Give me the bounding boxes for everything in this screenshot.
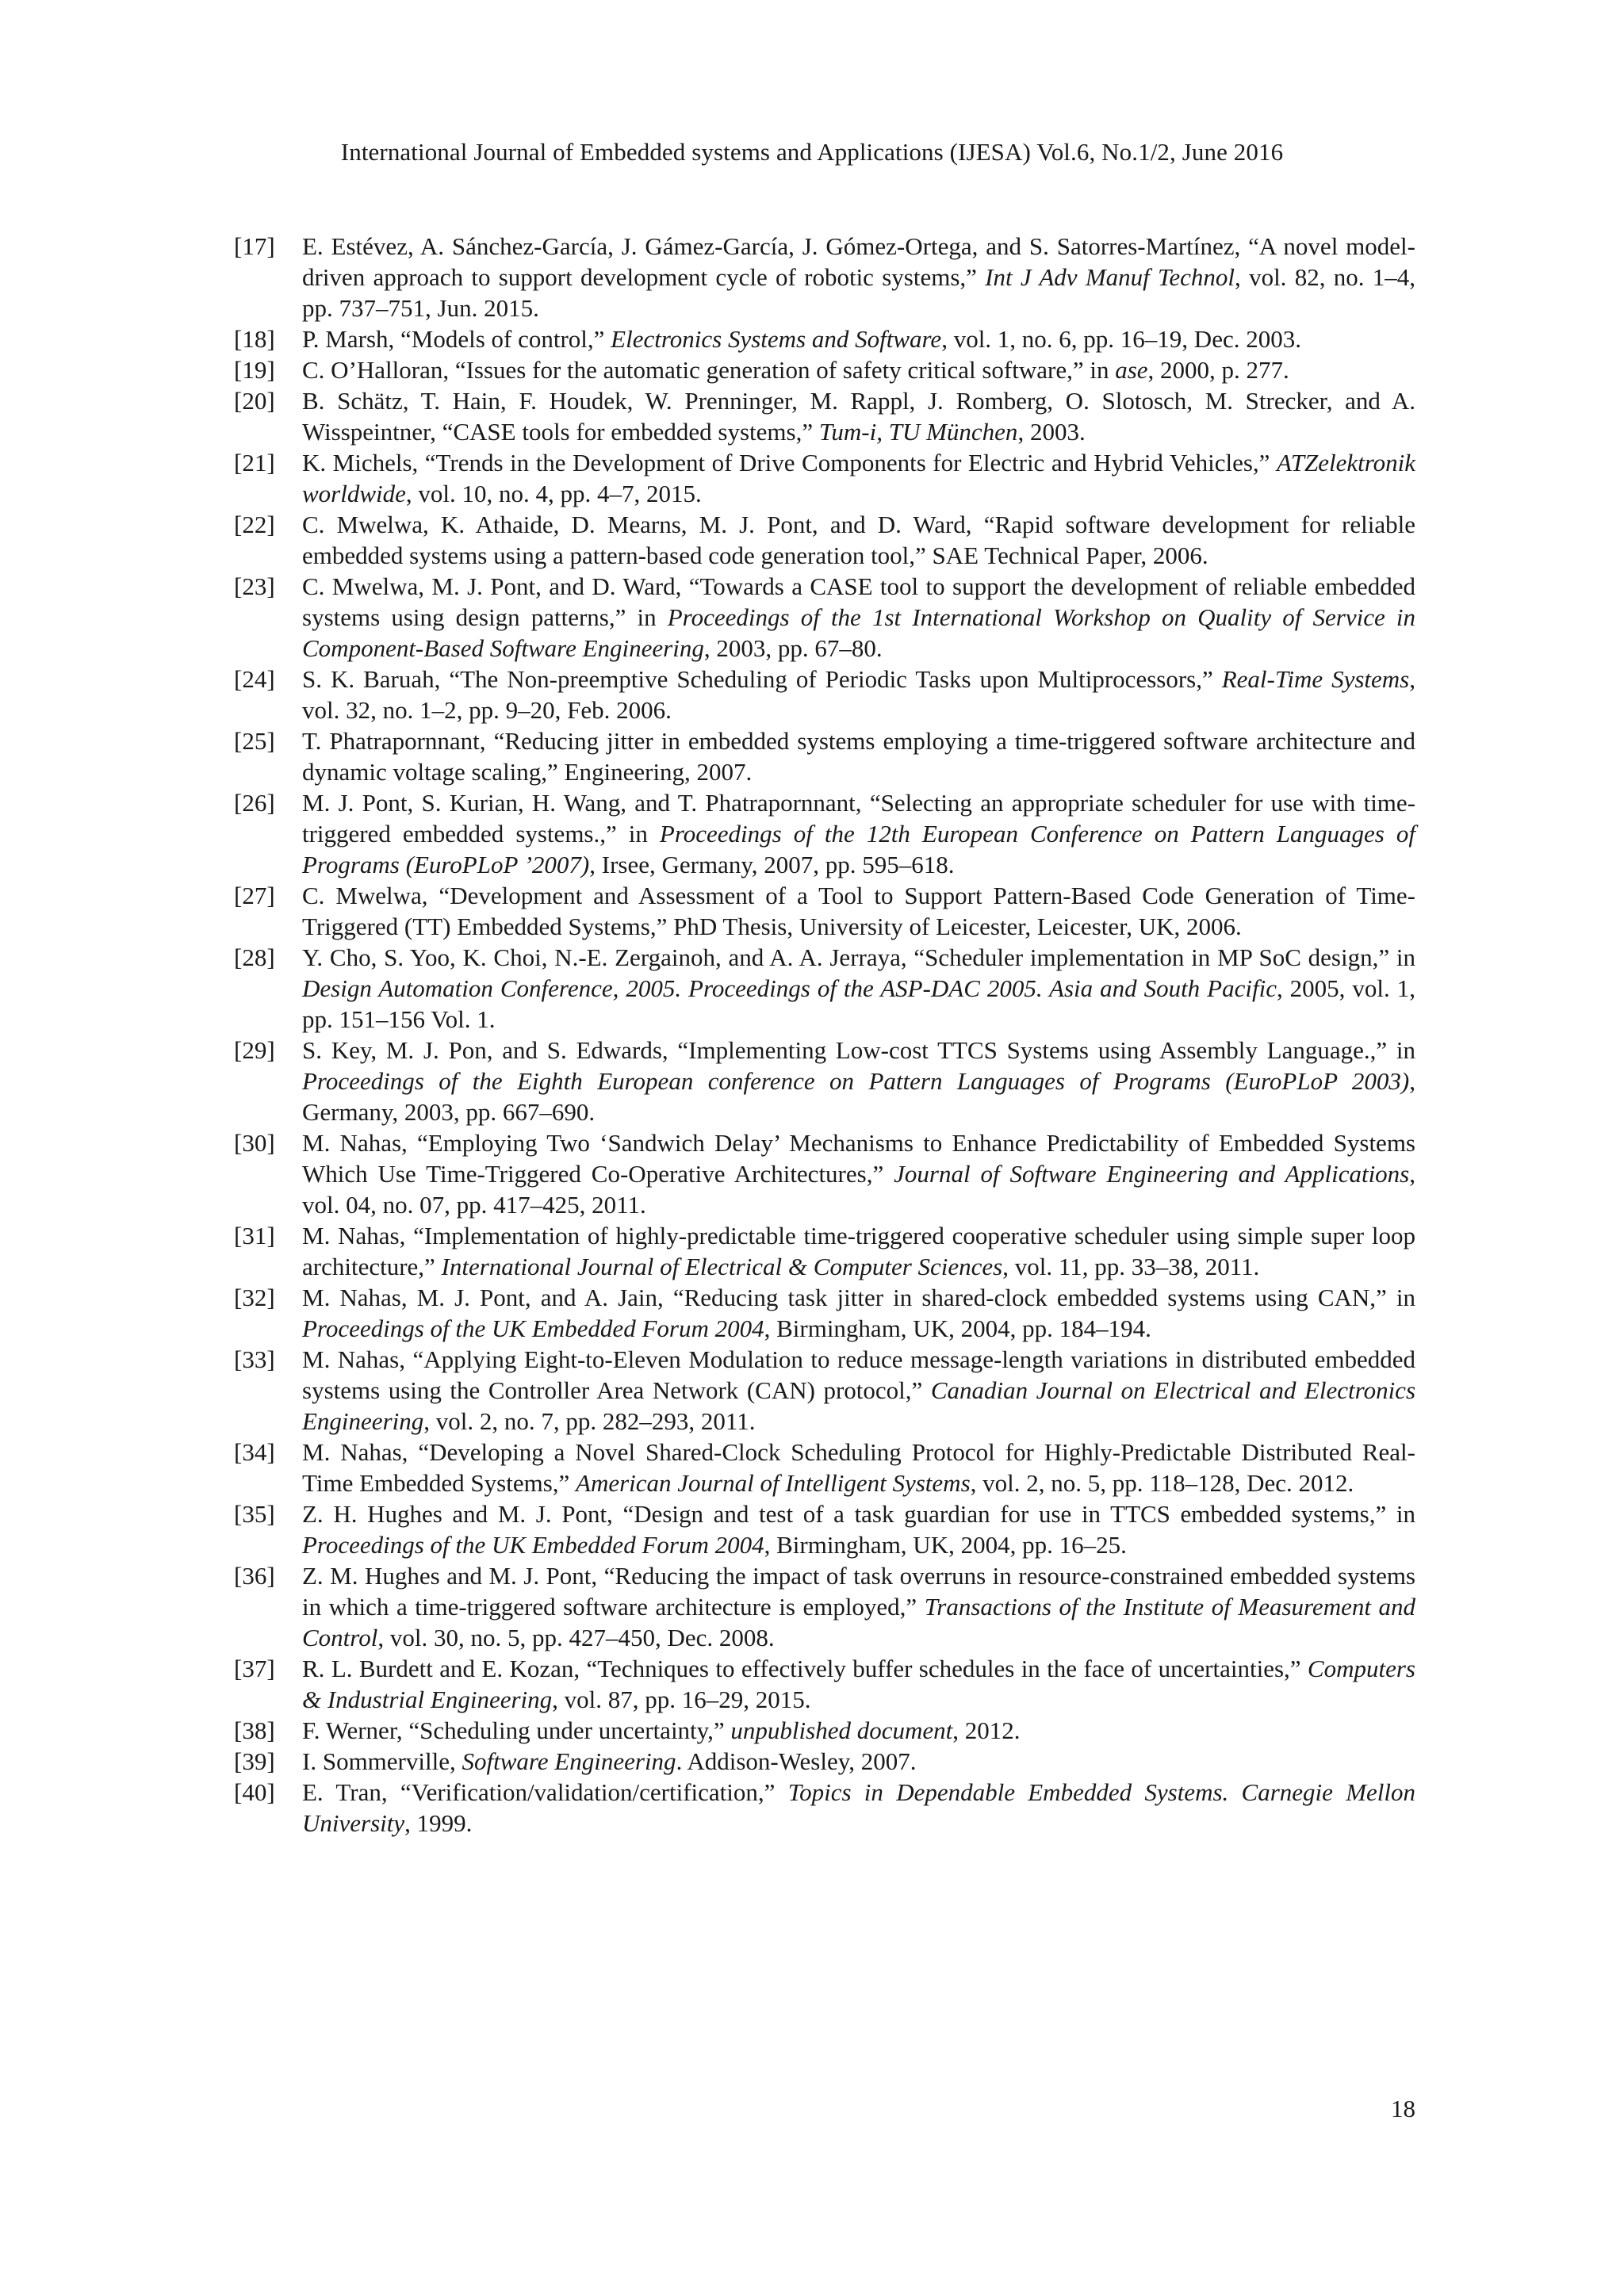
reference-text-segment: , vol. 82, no. 1–4, pp. 737–751, Jun. 2015.: [302, 263, 1415, 322]
reference-number: [36]: [234, 1562, 275, 1590]
reference-item: [234, 571, 1415, 664]
reference-source-italic: Canadian Journal on Electrical and Electronics Engineering: [302, 1376, 1416, 1435]
reference-text-segment: , vol. 32, no. 1–2, pp. 9–20, Feb. 2006.: [302, 665, 1415, 724]
reference-item: [234, 1746, 1415, 1777]
reference-text-segment: R. L. Burdett and E. Kozan, “Techniques to effectively buffer schedules in the face of uncertainties,”: [302, 1655, 1308, 1682]
reference-text-segment: E. Tran, “Verification/validation/certification,”: [302, 1778, 788, 1806]
reference-item: [234, 447, 1415, 509]
reference-item: [234, 1437, 1415, 1498]
reference-text-segment: K. Michels, “Trends in the Development of Drive Components for Electric and Hybrid Vehicles,”: [302, 449, 1277, 476]
reference-text-segment: , vol. 04, no. 07, pp. 417–425, 2011.: [302, 1160, 1415, 1219]
reference-text-segment: , 2012.: [952, 1716, 1021, 1744]
reference-number: [34]: [234, 1438, 275, 1466]
reference-source-italic: ase: [1115, 356, 1148, 384]
reference-number: [28]: [234, 943, 275, 971]
reference-item: [234, 1035, 1415, 1127]
reference-number: [26]: [234, 789, 275, 817]
reference-text-segment: Z. H. Hughes and M. J. Pont, “Design and test of a task guardian for use in TTCS embedded systems,” in: [302, 1500, 1415, 1528]
reference-source-italic: Transactions of the Institute of Measurement and Control: [302, 1593, 1415, 1651]
reference-source-italic: Software Engineering: [462, 1747, 676, 1775]
reference-text-segment: Z. M. Hughes and M. J. Pont, “Reducing the impact of task overruns in resource-constrained embedded systems in which a time-triggered software architecture is employed,”: [302, 1562, 1415, 1621]
reference-text-segment: S. Key, M. J. Pon, and S. Edwards, “Implementing Low-cost TTCS Systems using Assembly Language.,” in: [302, 1036, 1415, 1064]
reference-text-segment: , vol. 87, pp. 16–29, 2015.: [552, 1686, 811, 1713]
reference-number: [39]: [234, 1747, 275, 1775]
reference-item: [234, 725, 1415, 787]
reference-source-italic: Proceedings of the UK Embedded Forum 2004: [302, 1314, 764, 1342]
reference-item: [234, 323, 1415, 354]
reference-text-segment: C. Mwelwa, M. J. Pont, and D. Ward, “Towards a CASE tool to support the development of reliable embedded systems using design patterns,” in: [302, 572, 1415, 631]
reference-list: [234, 231, 1415, 1839]
reference-text-segment: , vol. 10, no. 4, pp. 4–7, 2015.: [405, 480, 702, 507]
reference-source-italic: Tum-i, TU München: [818, 418, 1018, 446]
reference-text-segment: , vol. 30, no. 5, pp. 427–450, Dec. 2008.: [377, 1624, 775, 1651]
reference-number: [30]: [234, 1129, 275, 1157]
reference-text-segment: C. Mwelwa, K. Athaide, D. Mearns, M. J. Pont, and D. Ward, “Rapid software development for reliable embedded systems using a pattern-based code generation tool,” SAE Technical Paper, 2006.: [302, 511, 1415, 569]
reference-number: [27]: [234, 882, 275, 909]
reference-text: [302, 1653, 1415, 1715]
reference-number: [19]: [234, 356, 275, 384]
reference-text: [302, 231, 1415, 323]
reference-text: [302, 1560, 1415, 1653]
reference-text-segment: C. O’Halloran, “Issues for the automatic generation of safety critical software,” in: [302, 356, 1116, 384]
reference-text: [302, 942, 1415, 1035]
reference-text-segment: S. K. Baruah, “The Non-preemptive Scheduling of Periodic Tasks upon Multiprocessors,”: [302, 665, 1222, 693]
reference-text: [302, 725, 1415, 787]
reference-source-italic: Proceedings of the 1st International Workshop on Quality of Service in Component-Based Software Engineering: [302, 603, 1415, 662]
reference-text: [302, 1715, 1415, 1746]
reference-text-segment: , vol. 2, no. 7, pp. 282–293, 2011.: [423, 1407, 756, 1435]
reference-number: [37]: [234, 1655, 275, 1682]
reference-text: [302, 509, 1415, 571]
reference-item: [234, 1653, 1415, 1715]
reference-text-segment: , 2005, vol. 1, pp. 151–156 Vol. 1.: [302, 974, 1415, 1033]
reference-text-segment: , Germany, 2003, pp. 667–690.: [302, 1067, 1415, 1126]
reference-text-segment: , Irsee, Germany, 2007, pp. 595–618.: [589, 851, 955, 878]
reference-text: [302, 1437, 1415, 1498]
reference-text-segment: , vol. 2, no. 5, pp. 118–128, Dec. 2012.: [970, 1469, 1354, 1497]
reference-number: [17]: [234, 232, 275, 260]
reference-source-italic: unpublished document: [730, 1716, 953, 1744]
reference-number: [40]: [234, 1778, 275, 1806]
reference-number: [38]: [234, 1716, 275, 1744]
reference-text: [302, 1035, 1415, 1127]
reference-text-segment: , Birmingham, UK, 2004, pp. 184–194.: [764, 1314, 1151, 1342]
reference-number: [20]: [234, 387, 275, 415]
reference-source-italic: American Journal of Intelligent Systems: [576, 1469, 971, 1497]
reference-number: [32]: [234, 1284, 275, 1311]
reference-item: [234, 1560, 1415, 1653]
reference-text: [302, 664, 1415, 725]
reference-number: [21]: [234, 449, 275, 476]
reference-number: [24]: [234, 665, 275, 693]
reference-source-italic: Computers & Industrial Engineering: [302, 1655, 1415, 1713]
reference-source-italic: Electronics Systems and Software: [611, 325, 942, 353]
reference-text: [302, 323, 1415, 354]
reference-number: [31]: [234, 1222, 275, 1249]
reference-text: [302, 571, 1415, 664]
reference-number: [33]: [234, 1345, 275, 1373]
reference-number: [22]: [234, 511, 275, 538]
reference-text-segment: , vol. 1, no. 6, pp. 16–19, Dec. 2003.: [941, 325, 1301, 353]
reference-text-segment: M. Nahas, “Applying Eight-to-Eleven Modulation to reduce message-length variations in distributed embedded systems using the Controller Area Network (CAN) protocol,”: [302, 1345, 1415, 1404]
reference-text-segment: . Addison-Wesley, 2007.: [676, 1747, 917, 1775]
reference-text: [302, 880, 1415, 942]
reference-text-segment: P. Marsh, “Models of control,”: [302, 325, 611, 353]
reference-source-italic: Journal of Software Engineering and Applications: [894, 1160, 1410, 1188]
running-header: International Journal of Embedded systems and Applications (IJESA) Vol.6, No.1/2, June 2016: [340, 138, 1284, 166]
reference-source-italic: Topics in Dependable Embedded Systems. Carnegie Mellon University: [302, 1778, 1416, 1837]
reference-item: [234, 664, 1415, 725]
reference-item: [234, 354, 1415, 385]
reference-text-segment: , 2003, pp. 67–80.: [703, 634, 883, 662]
reference-text-segment: , vol. 11, pp. 33–38, 2011.: [1002, 1253, 1260, 1280]
reference-item: [234, 231, 1415, 323]
reference-text: [302, 1220, 1415, 1282]
reference-item: [234, 880, 1415, 942]
reference-number: [29]: [234, 1036, 275, 1064]
reference-text-segment: , Birmingham, UK, 2004, pp. 16–25.: [764, 1531, 1127, 1559]
reference-item: [234, 509, 1415, 571]
reference-source-italic: Proceedings of the 12th European Conference on Pattern Languages of Programs (EuroPLoP ’2007): [302, 820, 1415, 878]
reference-text: [302, 385, 1415, 447]
reference-text: [302, 354, 1415, 385]
reference-source-italic: Design Automation Conference, 2005. Proceedings of the ASP-DAC 2005. Asia and South Pacific: [302, 974, 1277, 1002]
reference-text-segment: , 2003.: [1017, 418, 1086, 446]
reference-source-italic: Int J Adv Manuf Technol: [985, 263, 1235, 291]
reference-text-segment: T. Phatrapornnant, “Reducing jitter in embedded systems employing a time-triggered software architecture and dynamic voltage scaling,” Engineering, 2007.: [302, 727, 1415, 786]
reference-text-segment: M. Nahas, “Developing a Novel Shared-Clock Scheduling Protocol for Highly-Predictable Distributed Real-Time Embedded Systems,”: [302, 1438, 1415, 1497]
reference-text-segment: M. J. Pont, S. Kurian, H. Wang, and T. Phatrapornnant, “Selecting an appropriate scheduler for use with time-triggered embedded systems.,” in: [302, 789, 1415, 848]
reference-text-segment: Y. Cho, S. Yoo, K. Choi, N.-E. Zergainoh, and A. A. Jerraya, “Scheduler implementation in MP SoC design,” in: [302, 943, 1415, 971]
reference-item: [234, 1777, 1415, 1839]
reference-text: [302, 447, 1415, 509]
reference-text: [302, 1777, 1415, 1839]
reference-text: [302, 787, 1415, 880]
reference-text-segment: I. Sommerville,: [302, 1747, 462, 1775]
reference-text-segment: C. Mwelwa, “Development and Assessment of a Tool to Support Pattern-Based Code Generation of Time-Triggered (TT) Embedded Systems,” PhD Thesis, University of Leicester, Leicester, UK, 2006.: [302, 882, 1415, 940]
reference-item: [234, 385, 1415, 447]
reference-text-segment: B. Schätz, T. Hain, F. Houdek, W. Prenninger, M. Rappl, J. Romberg, O. Slotosch, M. Strecker, and A. Wisspeintner, “CASE tools for embedded systems,”: [302, 387, 1415, 446]
reference-number: [25]: [234, 727, 275, 755]
reference-item: [234, 1498, 1415, 1560]
reference-item: [234, 1220, 1415, 1282]
page-number: 18: [1391, 2095, 1415, 2122]
reference-source-italic: Proceedings of the UK Embedded Forum 2004: [302, 1531, 764, 1559]
reference-source-italic: International Journal of Electrical & Computer Sciences: [441, 1253, 1003, 1280]
reference-item: [234, 1344, 1415, 1437]
reference-text-segment: M. Nahas, “Implementation of highly-predictable time-triggered cooperative scheduler using simple super loop architecture,”: [302, 1222, 1415, 1280]
reference-number: [35]: [234, 1500, 275, 1528]
reference-source-italic: Proceedings of the Eighth European conference on Pattern Languages of Programs (EuroPLoP 2003): [302, 1067, 1410, 1095]
reference-text: [302, 1498, 1415, 1560]
reference-source-italic: Real-Time Systems: [1221, 665, 1410, 693]
reference-text-segment: , 2000, p. 277.: [1147, 356, 1289, 384]
reference-text-segment: , 1999.: [404, 1809, 473, 1837]
reference-number: [23]: [234, 572, 275, 600]
reference-text-segment: M. Nahas, “Employing Two ‘Sandwich Delay’ Mechanisms to Enhance Predictability of Embedded Systems Which Use Time-Triggered Co-Operative Architectures,”: [302, 1129, 1415, 1188]
reference-text-segment: F. Werner, “Scheduling under uncertainty,”: [302, 1716, 731, 1744]
reference-text-segment: E. Estévez, A. Sánchez-García, J. Gámez-García, J. Gómez-Ortega, and S. Satorres-Martínez, “A novel model-driven approach to support development cycle of robotic systems,”: [302, 232, 1415, 291]
reference-text: [302, 1127, 1415, 1220]
reference-item: [234, 1715, 1415, 1746]
reference-text-segment: M. Nahas, M. J. Pont, and A. Jain, “Reducing task jitter in shared-clock embedded systems using CAN,” in: [302, 1284, 1415, 1311]
reference-source-italic: ATZelektronik worldwide: [302, 449, 1415, 507]
reference-text: [302, 1746, 1415, 1777]
reference-text: [302, 1282, 1415, 1344]
reference-item: [234, 1282, 1415, 1344]
reference-item: [234, 787, 1415, 880]
reference-number: [18]: [234, 325, 275, 353]
reference-item: [234, 942, 1415, 1035]
reference-text: [302, 1344, 1415, 1437]
reference-item: [234, 1127, 1415, 1220]
